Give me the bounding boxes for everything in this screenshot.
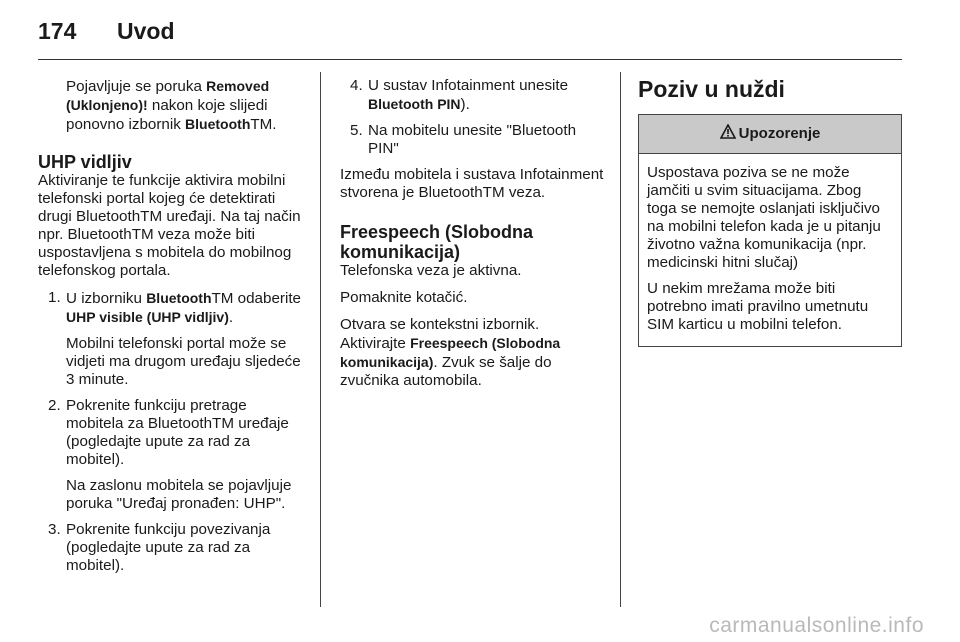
warning-header (639, 115, 901, 154)
step-text-1: U sustav Infotainment unesite (368, 77, 569, 94)
step-bold-bluetooth: Bluetooth (146, 290, 212, 306)
step-note: Mobilni telefonski portal može se vidjeti ma drugom uređaju sljedeće 3 minute. (66, 335, 301, 388)
step-item (48, 289, 306, 389)
header-rule (38, 59, 902, 60)
step-number: 3. (48, 521, 61, 538)
intro-paragraph (38, 77, 306, 134)
step-text (66, 289, 306, 327)
step-bold-pin: Bluetooth PIN (368, 96, 461, 112)
freespeech-text-1: Aktivirajte (340, 335, 411, 352)
page-number: 174 (38, 18, 77, 44)
step-number: 1. (48, 289, 61, 306)
step-item (48, 521, 306, 575)
intro-text-2: nakon koje slijedi ponovno izbornik (66, 97, 268, 133)
intro-text-3: TM. (250, 116, 277, 133)
step-item (350, 77, 606, 114)
step-text-2: TM odaberite (211, 290, 301, 307)
step-text: Pokrenite funkciju pretrage mobitela za BluetoothTM uređaje (pogledajte upute za rad za mobitel). (66, 397, 289, 468)
step-text-1: U izborniku (66, 290, 147, 307)
intro-bold-bluetooth: Bluetooth (185, 116, 251, 132)
watermark: carmanualsonline.info (709, 614, 924, 637)
step-number: 4. (350, 77, 363, 94)
freespeech-line-2: Pomaknite kotačić. (340, 289, 468, 306)
freespeech-text-2: . Zvuk se šalje do zvučnika automobila. (340, 354, 552, 389)
uhp-body: Aktiviranje te funkcije aktivira mobilni telefonski portal kojeg će detektirati drugi BluetoothTM uređaji. Na taj način npr. BluetoothTM veza može biti uspostavljena s mobitela do mobilnog telefonskog portala. (38, 172, 301, 279)
connection-paragraph: Između mobitela i sustava Infotainment stvorena je BluetoothTM veza. (340, 166, 604, 201)
intro-text-1: Pojavljuje se poruka (66, 78, 207, 95)
section-heading-emergency: Poziv u nuždi (638, 76, 785, 102)
column-2 (340, 77, 606, 399)
step-number: 2. (48, 397, 61, 414)
warning-box (638, 114, 902, 347)
uhp-steps (48, 289, 306, 575)
step-text-2: ). (460, 96, 470, 113)
pin-steps (350, 77, 606, 158)
section-heading-freespeech: Freespeech (Slobodna komunikacija) (340, 222, 534, 262)
step-bold-uhp-visible: UHP visible (UHP vidljiv) (66, 309, 229, 325)
section-heading-uhp: UHP vidljiv (38, 152, 132, 172)
freespeech-line-3: Otvara se kontekstni izbornik. (340, 316, 540, 333)
chapter-title: Uvod (117, 18, 175, 44)
warning-body (639, 154, 901, 346)
step-number: 5. (350, 122, 363, 139)
step-note: Na zaslonu mobitela se pojavljuje poruka "Uređaj pronađen: UHP". (66, 477, 292, 512)
step-text: Pokrenite funkciju povezivanja (pogledajte upute za rad za mobitel). (66, 521, 271, 574)
warning-paragraph-1: Uspostava poziva se ne može jamčiti u svim situacijama. Zbog toga se nemojte oslanjati isključivo na mobilni telefon kada je u pitanju životno važna komunikacija (npr. medicinski hitni slučaj) (647, 164, 881, 271)
freespeech-bold: Freespeech (Slobodna komunikacija) (340, 335, 561, 370)
column-divider-1 (320, 72, 321, 607)
step-text: Na mobitelu unesite "Bluetooth PIN" (368, 122, 577, 157)
warning-title: Upozorenje (738, 125, 821, 142)
step-item (48, 397, 306, 513)
warning-triangle-icon (720, 124, 736, 144)
step-item (350, 122, 606, 158)
step-text (368, 77, 606, 114)
column-3 (638, 76, 902, 347)
warning-paragraph-2: U nekim mrežama može biti potrebno imati pravilno umetnutu SIM karticu u mobilni telefon. (647, 280, 869, 333)
column-1 (38, 77, 306, 583)
freespeech-line-4 (340, 334, 606, 390)
column-divider-2 (620, 72, 621, 607)
intro-bold-removed: Removed (Uklonjeno)! (66, 78, 270, 113)
freespeech-line-1: Telefonska veza je aktivna. (340, 262, 522, 279)
step-text-3: . (228, 309, 234, 326)
